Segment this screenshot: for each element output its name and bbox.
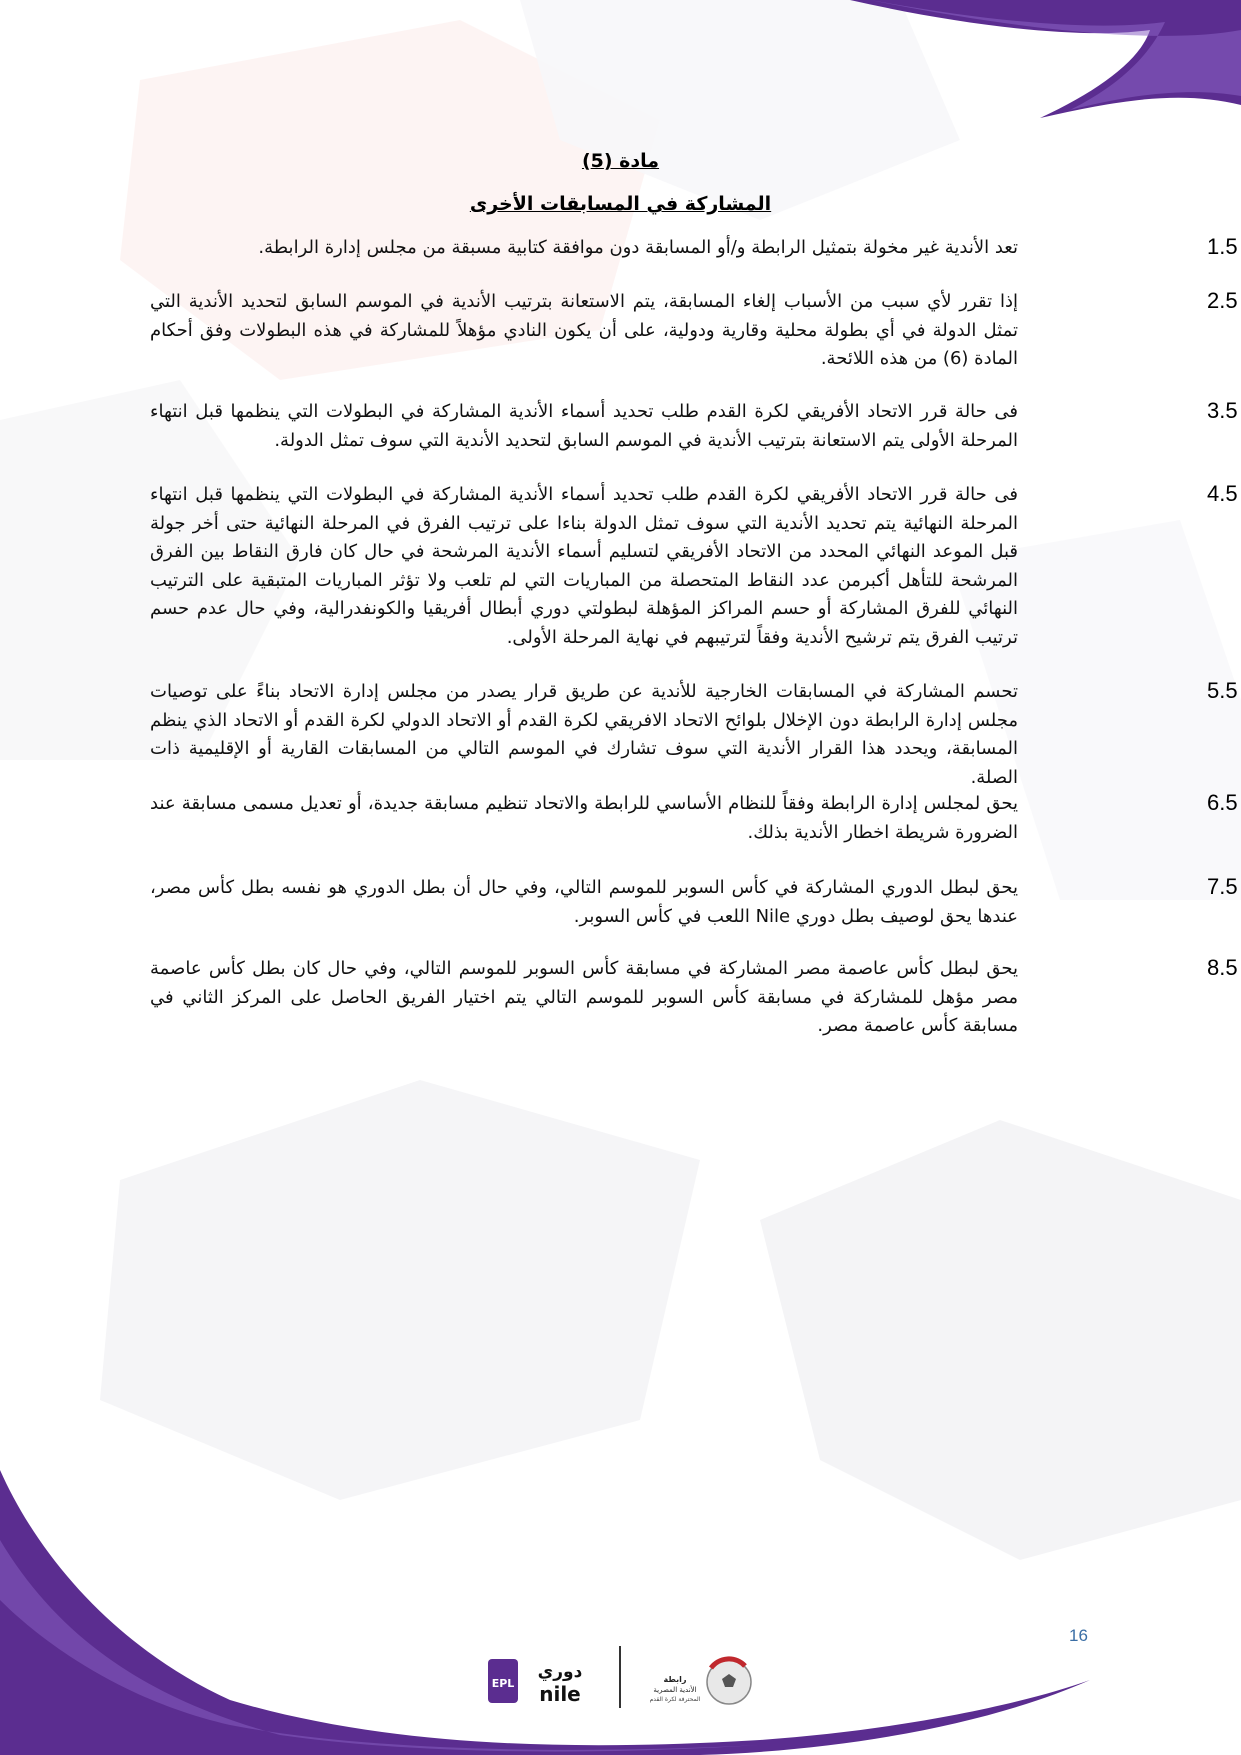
page-number: 16 <box>1069 1626 1088 1645</box>
clause-number: 7.5 <box>1207 874 1238 899</box>
federation-logo <box>635 1650 755 1708</box>
clause-number: 3.5 <box>1207 398 1238 423</box>
clause-text: تحسم المشاركة في المسابقات الخارجية للأندية عن طريق قرار يصدر من مجلس إدارة الاتحاد بناءً على توصيات مجلس إدارة الرابطة دون الإخلال بلوائح الاتحاد الافريقي لكرة القدم أو الاتحاد الدولي لكرة القدم أو الاتحاد الذي ينظم المسابقة، ويحدد هذا القرار الأندية التي سوف تشارك في الموسم التالي من المسابقات القارية أو الإقليمية ذات الصلة. <box>150 681 1018 788</box>
article-subtitle: المشاركة في المسابقات الأخرى <box>469 193 772 215</box>
logo-divider <box>619 1646 621 1708</box>
clause-number: 8.5 <box>1207 955 1238 980</box>
clause-text: يحق لبطل كأس عاصمة مصر المشاركة في مسابقة كأس السوبر للموسم التالي، وفي حال كان بطل كأس عاصمة مصر مؤهل للمشاركة في مسابقة كأس السوبر للموسم التالي يتم اختيار الفريق الحاصل على المركز الثاني في مسابقة كأس عاصمة مصر. <box>150 958 1018 1036</box>
footer-logos <box>488 1640 758 1710</box>
clause-number: 2.5 <box>1207 288 1238 313</box>
clause-text: إذا تقرر لأي سبب من الأسباب إلغاء المسابقة، يتم الاستعانة بترتيب الأندية في الموسم السابق لتحديد الأندية التي تمثل الدولة في أي بطولة محلية وقارية ودولية، على أن يكون النادي مؤهلاً للمشاركة في هذه البطولات وفق أحكام المادة (6) من هذه اللائحة. <box>150 291 1018 369</box>
clause-number: 1.5 <box>1207 234 1238 259</box>
league-logo <box>488 1656 600 1706</box>
clause-text: فى حالة قرر الاتحاد الأفريقي لكرة القدم طلب تحديد أسماء الأندية المشاركة في البطولات التي ينظمها قبل انتهاء المرحلة الأولى يتم الاستعانة بترتيب الأندية في الموسم السابق لتحديد الأندية التي سوف تمثل الدولة. <box>150 401 1018 451</box>
federation-logo-line1: رابطة <box>663 1675 687 1684</box>
league-logo-arabic: دوري <box>537 1662 583 1682</box>
clause-text: تعد الأندية غير مخولة بتمثيل الرابطة و/أو المسابقة دون موافقة كتابية مسبقة من مجلس إدارة الرابطة. <box>258 237 1018 258</box>
clause-number: 6.5 <box>1207 790 1238 815</box>
clause-text: يحق لمجلس إدارة الرابطة وفقاً للنظام الأساسي للرابطة والاتحاد تنظيم مسابقة جديدة، أو تعديل مسمى مسابقة عند الضرورة شريطة اخطار الأندية بذلك. <box>150 793 1018 843</box>
clause-number: 4.5 <box>1207 481 1238 506</box>
epl-badge-text: EPL <box>491 1677 515 1690</box>
clause-number: 5.5 <box>1207 678 1238 703</box>
federation-logo-line2: الأندية المصرية <box>653 1686 697 1694</box>
article-title: مادة (5) <box>581 150 660 172</box>
clause-text: يحق لبطل الدوري المشاركة في كأس السوبر للموسم التالي، وفي حال أن بطل الدوري هو نفسه بطل كأس مصر، عندها يحق لوصيف بطل دوري Nile اللعب في كأس السوبر. <box>150 877 1018 927</box>
federation-logo-line3: المحترفة لكرة القدم <box>649 1696 701 1703</box>
league-logo-latin: nile <box>539 1682 581 1706</box>
clause-text: فى حالة قرر الاتحاد الأفريقي لكرة القدم طلب تحديد أسماء الأندية المشاركة في البطولات التي ينظمها قبل انتهاء المرحلة النهائية يتم تحديد الأندية التي سوف تمثل الدولة بناءا على ترتيب الفرق في المرحلة النهائية حتى أخر جولة قبل الموعد النهائي المحدد من الاتحاد الأفريقي لتسليم أسماء الأندية المرشحة في حال كان فارق النقاط بين الفرق المرشحة للتأهل أكبرمن عدد النقاط المتحصلة من المباريات التي لم تلعب ولا تؤثر المباريات المتبقية على الترتيب النهائي للفرق المشاركة أو حسم المراكز المؤهلة لبطولتي دوري أبطال أفريقيا والكونفدرالية، وفي حال عدم حسم ترتيب الفرق يتم ترشيح الأندية وفقاً لترتيبهم في نهاية المرحلة الأولى. <box>150 484 1018 648</box>
